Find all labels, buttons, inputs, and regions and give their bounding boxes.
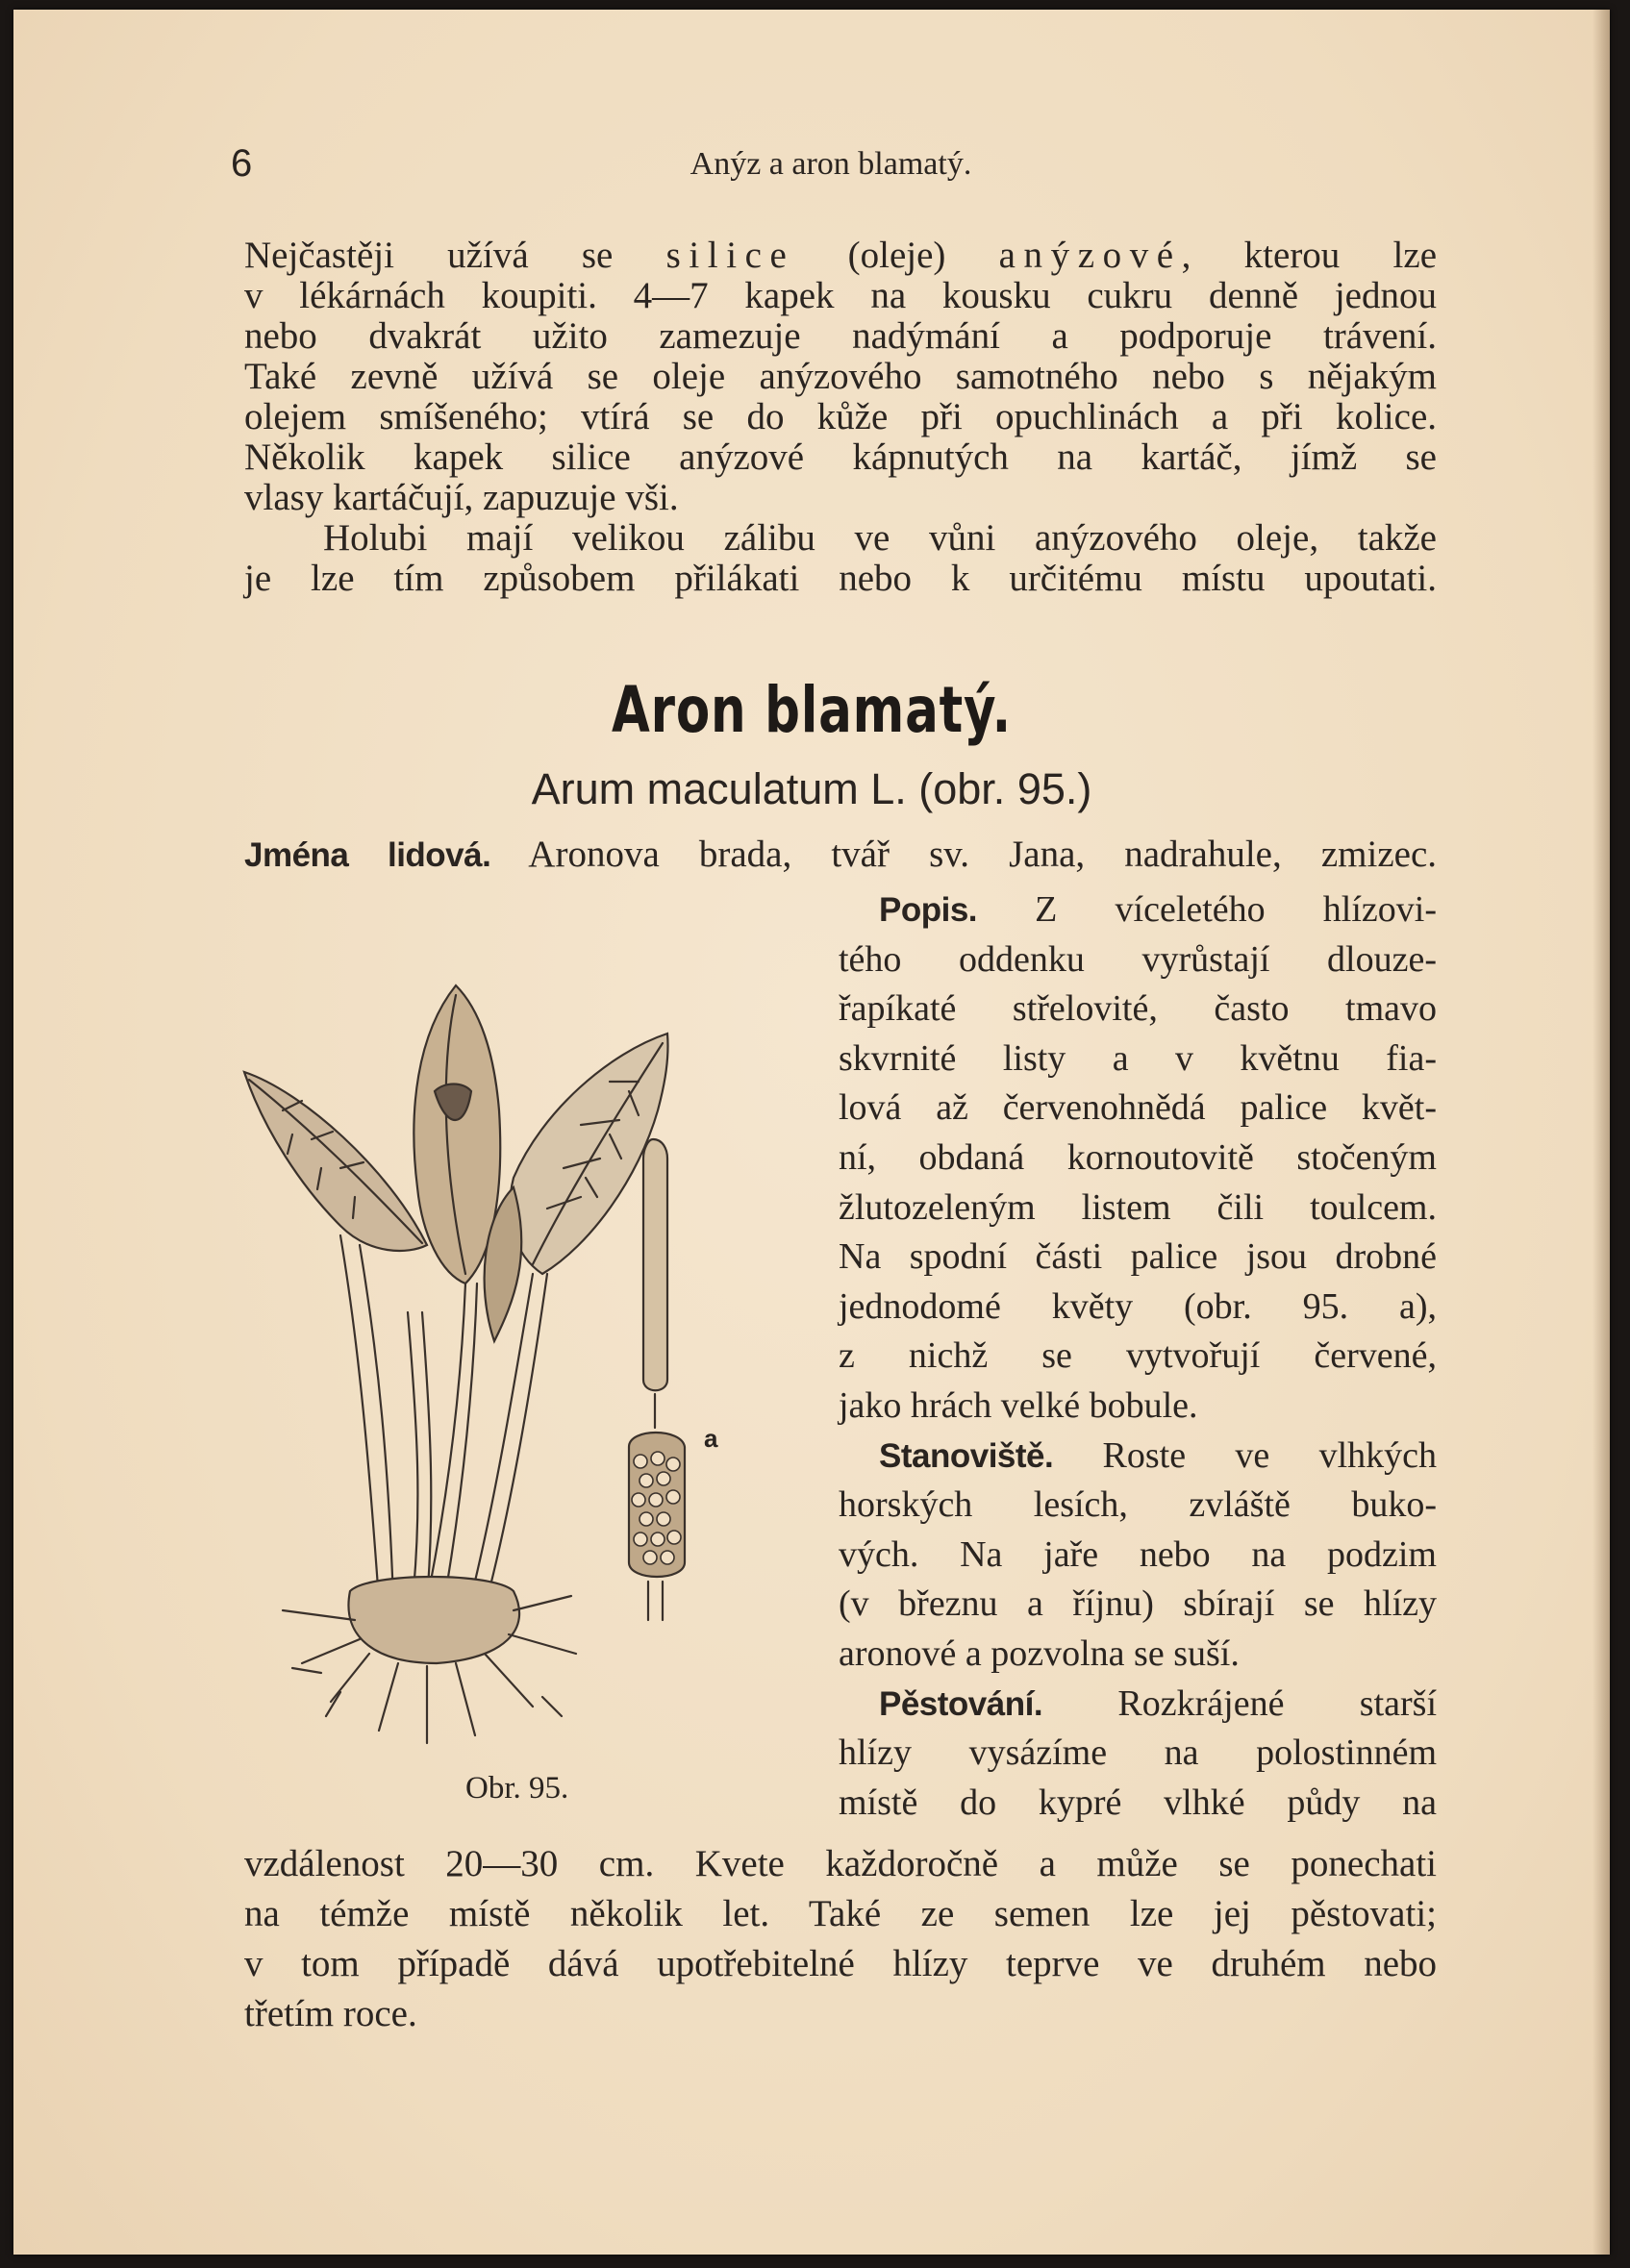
column-line <box>839 988 1437 1029</box>
text-span: Několik kapek silice anýzové kápnutých na kartáč, jímž se <box>244 436 1437 478</box>
text-line <box>244 316 1437 357</box>
text-span: jako hrách velké bobule. <box>839 1385 1198 1426</box>
arum-maculatum-illustration <box>225 966 840 1783</box>
folk-names-text: Aronova brada, tvář sv. Jana, nadrahule, zmizec. <box>490 834 1438 875</box>
text-span: Holubi mají velikou zálibu ve vůni anýzového oleje, takže <box>323 517 1437 559</box>
text-span: (v březnu a říjnu) sbírají se hlízy <box>839 1583 1437 1625</box>
column-line <box>839 1583 1437 1624</box>
text-span: tého oddenku vyrůstají dlouze- <box>839 938 1437 980</box>
column-line <box>839 1732 1437 1773</box>
page-number: 6 <box>231 142 253 185</box>
text-span: ní, obdaná kornoutovitě stočeným <box>839 1137 1437 1178</box>
text-span: v lékárnách koupiti. 4—7 kapek na kousku cukru denně jednou <box>244 275 1437 316</box>
text-line <box>323 518 1437 559</box>
column-line <box>839 1782 1437 1823</box>
text-line <box>244 437 1437 478</box>
column-line <box>879 1683 1437 1725</box>
text-span: je lze tím způsobem přilákati nebo k určitému místu upoutati. <box>244 558 1437 599</box>
text-span: Na spodní části palice jsou drobné <box>839 1236 1437 1278</box>
text-line <box>244 397 1437 437</box>
text-span: horských lesích, zvláště buko- <box>839 1484 1437 1526</box>
text-span: Z víceletého hlízovi- <box>977 889 1437 930</box>
spaced-term: anýzové <box>998 235 1182 276</box>
text-span: Roste ve vlhkých <box>1053 1434 1437 1476</box>
column-line <box>879 1435 1437 1477</box>
column-line <box>839 1038 1437 1079</box>
column-line <box>839 1187 1437 1228</box>
subsection-label: Popis. <box>879 891 978 929</box>
text-span: nebo dvakrát užito zamezuje nadýmání a podporuje trávení. <box>244 315 1437 357</box>
text-span: Nejčastěji užívá se <box>244 235 666 276</box>
text-span: z nichž se vytvořují červené, <box>839 1335 1437 1377</box>
subsection-label: Stanoviště. <box>879 1436 1054 1475</box>
text-line <box>244 478 1437 518</box>
column-line <box>839 1534 1437 1575</box>
latin-name: Arum maculatum L. (obr. 95.) <box>531 764 1092 813</box>
text-line: vzdálenost 20—30 cm. Kvete každoročně a může se ponechati <box>244 1843 1437 1884</box>
figure-caption: Obr. 95. <box>465 1771 569 1806</box>
text-span: vlasy kartáčují, zapuzuje vši. <box>244 477 679 518</box>
text-span: jednodomé květy (obr. 95. a), <box>839 1285 1437 1327</box>
text-line: třetím roce. <box>244 1993 417 2034</box>
text-span: , kterou lze <box>1181 235 1438 276</box>
subsection-label: Pěstování. <box>879 1684 1043 1723</box>
section-title: Aron blamatý. <box>612 673 1012 747</box>
text-line <box>244 559 1437 599</box>
spaced-term: silice <box>665 235 795 276</box>
text-span: hlízy vysázíme na polostinném <box>839 1732 1437 1774</box>
column-line <box>839 1335 1437 1376</box>
column-line <box>839 1087 1437 1128</box>
folk-names-label: Jména lidová. <box>244 836 491 874</box>
text-span: lová až červenohnědá palice květ- <box>839 1087 1437 1129</box>
text-span: řapíkaté střelovité, často tmavo <box>839 988 1437 1030</box>
text-span: místě do kypré vlhké půdy na <box>839 1782 1437 1823</box>
column-line <box>839 1137 1437 1178</box>
running-title: Anýz a aron blamatý. <box>690 146 972 182</box>
text-span: žlutozeleným listem čili toulcem. <box>839 1186 1437 1228</box>
text-span: Také zevně užívá se oleje anýzového samotného nebo s nějakým <box>244 356 1437 397</box>
column-line <box>839 1385 1437 1426</box>
column-line <box>839 1286 1437 1327</box>
text-line <box>244 236 1437 276</box>
book-page <box>13 10 1610 2255</box>
column-line <box>839 939 1437 980</box>
column-line <box>839 1236 1437 1277</box>
text-line: na témže místě několik let. Také ze semen lze jej pěstovati; <box>244 1893 1437 1934</box>
folk-names-line <box>244 835 1437 876</box>
text-line: v tom případě dává upotřebitelné hlízy teprve ve druhém nebo <box>244 1943 1437 1984</box>
figure-detail-label: a <box>704 1424 718 1453</box>
text-span: olejem smíšeného; vtírá se do kůže při opuchlinách a při kolice. <box>244 396 1437 437</box>
running-header <box>225 137 1437 194</box>
column-line <box>839 1484 1437 1525</box>
text-span: skvrnité listy a v květnu fia- <box>839 1037 1437 1079</box>
text-line <box>244 357 1437 397</box>
text-span: (oleje) <box>794 235 999 276</box>
text-span: vých. Na jaře nebo na podzim <box>839 1533 1437 1575</box>
column-line <box>879 889 1437 931</box>
text-span: aronové a pozvolna se suší. <box>839 1633 1240 1674</box>
text-line <box>244 276 1437 316</box>
text-span: Rozkrájené starší <box>1042 1682 1437 1724</box>
column-line <box>839 1633 1437 1674</box>
